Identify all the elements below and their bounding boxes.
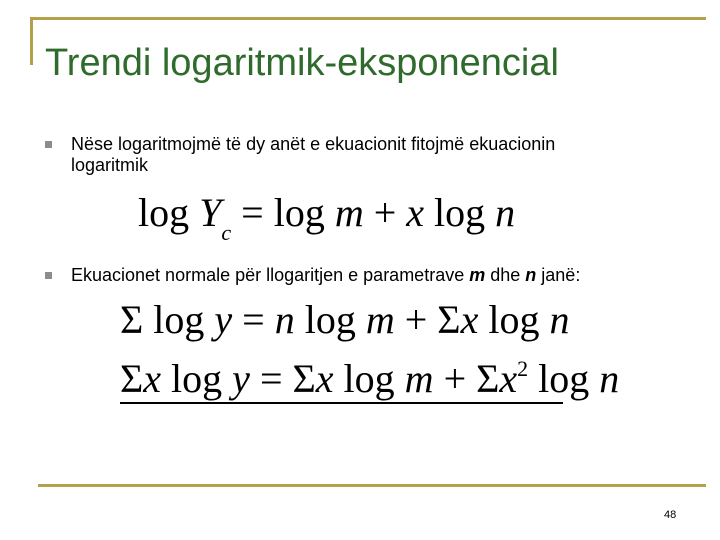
eq3-plus-sigma: + Σ (433, 356, 500, 401)
eq1-log: log (138, 190, 190, 235)
eq2-plus-sigma: + Σ (394, 297, 461, 342)
eq1-equals-log: = log (231, 190, 335, 235)
left-frame-line (30, 17, 33, 65)
eq3-y: y (232, 356, 250, 401)
equation-normal-1 (120, 297, 570, 342)
eq1-n: n (495, 190, 516, 235)
eq3-m: m (404, 356, 434, 401)
eq1-m: m (334, 190, 364, 235)
eq3-x1: x (143, 356, 162, 401)
equation-normal-2 (120, 356, 620, 405)
eq3-x3: x (499, 356, 518, 401)
equation-log-yc (138, 190, 516, 245)
eq3-log2: log (333, 356, 405, 401)
top-frame-line (30, 17, 706, 20)
bullet-2-prefix: Ekuacionet normale për llogaritjen e parametrave (71, 265, 470, 285)
bullet-2-n: n (525, 265, 537, 285)
eq1-Y: Y (199, 190, 222, 235)
eq3-x2: x (315, 356, 334, 401)
eq2-log2: log (478, 297, 550, 342)
eq1-c-subscript: c (221, 220, 232, 245)
eq3-log: log (161, 356, 233, 401)
eq2-equals: = (232, 297, 275, 342)
eq2-sigma-log: Σ log (120, 297, 215, 342)
bullet-marker (45, 141, 52, 148)
eq1-plus: + (363, 190, 407, 235)
eq3-n: n (599, 356, 620, 401)
bullet-1-line-1: Nëse logaritmojmë të dy anët e ekuacionit fitojmë ekuacionin (71, 134, 556, 154)
bullet-text-2 (71, 265, 580, 286)
slide-title: Trendi logaritmik-eksponencial (45, 42, 559, 84)
eq2-n: n (274, 297, 295, 342)
bullet-2-middle: dhe (485, 265, 526, 285)
eq1-x: x (406, 190, 425, 235)
bullet-text-1 (71, 134, 555, 176)
eq3-log3: log (528, 356, 600, 401)
eq2-n2: n (549, 297, 570, 342)
eq2-y: y (214, 297, 233, 342)
eq2-x: x (460, 297, 479, 342)
eq1-log2: log (424, 190, 496, 235)
bullet-1-line-2: logaritmik (71, 155, 149, 175)
equation-underline (120, 402, 563, 404)
bottom-frame-line (38, 484, 706, 487)
bullet-2-suffix: janë: (536, 265, 581, 285)
eq3-exponent: 2 (517, 356, 529, 381)
eq2-m: m (365, 297, 395, 342)
page-number: 48 (664, 509, 677, 521)
eq3-equals-sigma: = Σ (249, 356, 316, 401)
eq3-sigma: Σ (120, 356, 144, 401)
bullet-2-m: m (469, 265, 486, 285)
eq2-log: log (294, 297, 366, 342)
bullet-marker (45, 272, 52, 279)
